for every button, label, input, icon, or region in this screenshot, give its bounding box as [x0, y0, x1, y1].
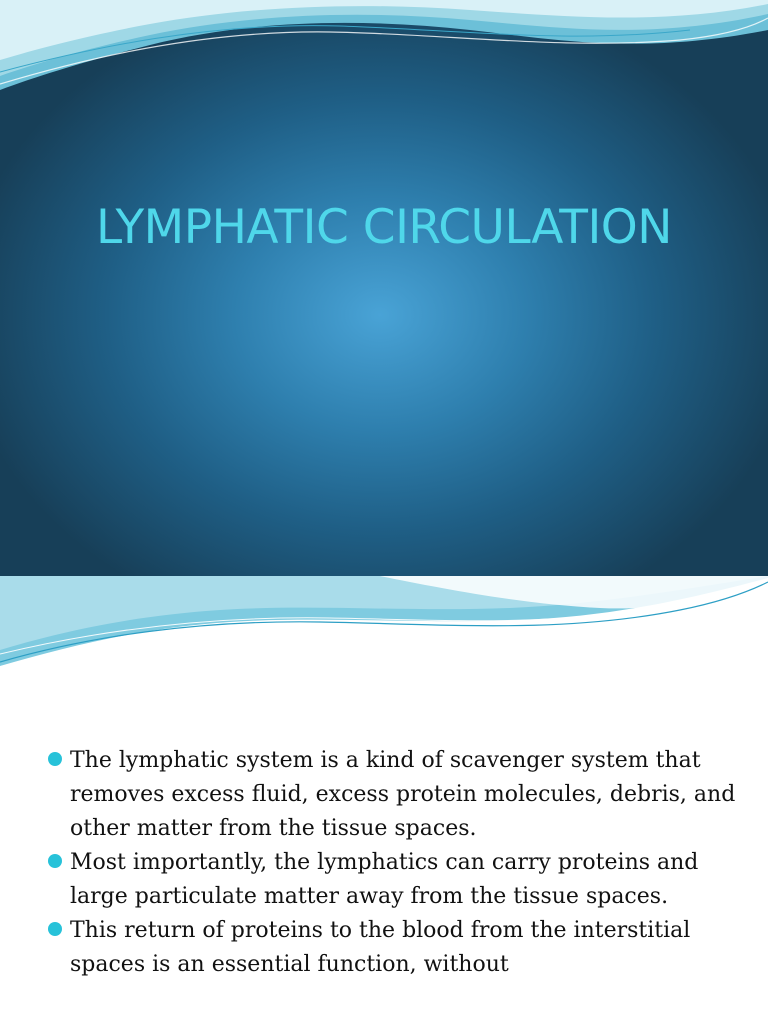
bullet-text: The lymphatic system is a kind of scavenger system that removes excess fluid, excess protein molecules, debris, and other matter from the tissue spaces. [70, 748, 736, 841]
content-slide [0, 576, 768, 1024]
bullet-icon [48, 752, 62, 766]
bullet-icon [48, 854, 62, 868]
list-item [46, 846, 746, 914]
bullet-text: Most importantly, the lymphatics can carry proteins and large particulate matter away from the tissue spaces. [70, 850, 699, 909]
wave-banner [0, 0, 768, 100]
bullet-icon [48, 922, 62, 936]
list-item [46, 744, 746, 846]
wave-banner [0, 576, 768, 676]
bullet-text: This return of proteins to the blood from the interstitial spaces is an essential function, without [70, 918, 691, 977]
slide-title: LYMPHATIC CIRCULATION [96, 200, 672, 255]
list-item [46, 914, 746, 982]
bullet-list [46, 744, 746, 982]
